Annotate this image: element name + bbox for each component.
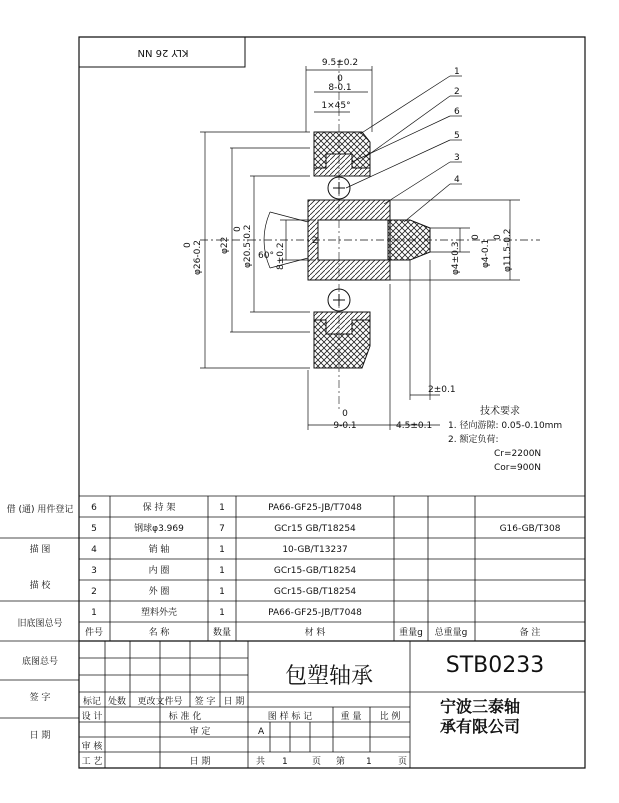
bom-row-material: PA66-GF25-JB/T7048: [268, 608, 362, 618]
bom-header-note: 备 注: [519, 628, 541, 638]
tb-craft: 工 艺: [81, 757, 103, 767]
left-label-check: 描 校: [29, 581, 51, 591]
tb-date: 日 期: [189, 757, 211, 767]
rev-col-mark: 标记: [82, 697, 102, 707]
tb-design: 设 计: [81, 712, 103, 722]
bom-row-no: 4: [91, 545, 97, 555]
tech-req-line2: 2. 额定负荷:: [448, 435, 499, 445]
bom-header-total: 总重量g: [434, 628, 468, 638]
dim-pin-d3-tol: 0: [493, 234, 503, 240]
bom-row-material: GCr15-GB/T18254: [273, 587, 357, 597]
bom-row-material: GCr15-GB/T18254: [273, 566, 357, 576]
bom-row-qty: 1: [219, 608, 225, 618]
bom-row-name: 保 持 架: [142, 503, 176, 513]
tb-sheets-val: 1: [282, 757, 288, 767]
rev-col-count: 处数: [107, 697, 127, 707]
bom-row-material: PA66-GF25-JB/T7048: [268, 503, 362, 513]
tb-std: 标 准 化: [168, 712, 202, 722]
dim-inner-width: 8-0.1: [328, 83, 352, 93]
company-line1: 宁波三泰轴: [440, 697, 521, 716]
dim-pin-d3: φ11.5-0.2: [503, 228, 513, 272]
left-label-sign: 签 字: [29, 693, 51, 703]
bom-row-qty: 1: [219, 587, 225, 597]
bom-rows: [85, 501, 561, 638]
dim-pin-d2-tol: 0: [471, 234, 481, 240]
tech-req-line3: Cr=2200N: [494, 449, 542, 459]
callout-2: 2: [454, 87, 460, 97]
dim-pin-d1: φ4±0.3: [451, 241, 461, 275]
tech-req-line1: 1. 径向游隙: 0.05-0.10mm: [448, 421, 563, 431]
dim-bottom-w1: 9-0.1: [333, 421, 357, 431]
callout-6: 6: [454, 107, 460, 117]
product-code: STB0233: [445, 653, 545, 678]
bom-header-qty: 数量: [212, 628, 232, 638]
rev-col-date: 日 期: [223, 697, 245, 707]
bom-header-material: 材 料: [304, 628, 326, 638]
dim-bottom-w2: 4.5±0.1: [396, 421, 433, 431]
tb-sheet-unit2: 页: [398, 757, 408, 767]
tb-sheet-no-val: 1: [366, 757, 372, 767]
dim-gap: 2: [312, 236, 318, 246]
tb-sheet-unit: 页: [312, 757, 322, 767]
bom-row-material: GCr15 GB/T18254: [274, 524, 356, 534]
bom-row-name: 内 圈: [148, 566, 170, 576]
bom-row-no: 1: [91, 608, 97, 618]
rev-col-sign: 签 字: [194, 697, 216, 707]
tb-weight-label: 重 量: [340, 712, 362, 722]
dim-chamfer: 1×45°: [321, 101, 351, 111]
left-label-old-no: 旧底图总号: [17, 619, 63, 629]
bom-row-note: G16-GB/T308: [499, 524, 561, 534]
bom-row-no: 5: [91, 524, 97, 534]
bom-row-qty: 7: [219, 524, 225, 534]
dim-d1: φ26-0.2: [193, 240, 203, 275]
tb-stage-label: 图 样 标 记: [267, 712, 313, 722]
dim-pin-d2: φ4-0.1: [481, 238, 491, 268]
tb-check: 审 核: [81, 742, 103, 752]
bom-row-no: 6: [91, 503, 97, 513]
bom-header-name: 名 称: [148, 628, 170, 638]
callout-4: 4: [454, 175, 460, 185]
callout-5: 5: [454, 131, 460, 141]
dim-bottom-w1-tol: 0: [342, 409, 348, 419]
bom-row-name: 钢球φ3.969: [134, 524, 184, 534]
left-top-label: 借 (通) 用件登记: [6, 505, 74, 515]
company-line2: 承有限公司: [440, 717, 521, 736]
bom-row-qty: 1: [219, 503, 225, 513]
dim-overall-width: 9.5±0.2: [321, 58, 359, 68]
dim-angle: 60°: [258, 251, 274, 261]
dim-d1-tol: 0: [183, 242, 193, 248]
tb-sheets: 共: [256, 757, 266, 767]
tb-stage-a: A: [258, 727, 265, 737]
product-name: 包塑轴承: [284, 664, 374, 689]
bom-row-no: 3: [91, 566, 97, 576]
bom-row-material: 10-GB/T13237: [282, 545, 348, 555]
bom-row-qty: 1: [219, 545, 225, 555]
tb-sheet-no: 第: [336, 757, 346, 767]
rev-col-doc: 更改文件号: [137, 697, 183, 707]
left-label-base-no: 底图总号: [21, 657, 59, 667]
left-label-draw: 描 图: [29, 545, 51, 555]
dim-d3-tol: 0: [233, 226, 243, 232]
bom-header-no: 件号: [84, 628, 104, 638]
dim-pin-ext: 2±0.1: [428, 385, 456, 395]
bom-row-name: 外 圈: [148, 587, 170, 597]
header-box-text: KLY 26 NN: [137, 47, 189, 58]
bom-header-weight: 重量g: [399, 628, 423, 638]
dim-inner-width-tol: 0: [337, 74, 343, 84]
tb-scale-label: 比 例: [379, 712, 401, 722]
dim-d2: φ22: [220, 236, 230, 254]
tb-review: 审 定: [189, 727, 211, 737]
bom-row-name: 销 轴: [148, 545, 170, 555]
left-label-date: 日 期: [29, 731, 51, 741]
dim-d3: φ20.5-0.2: [243, 224, 253, 268]
tech-req-line4: Cor=900N: [494, 463, 541, 473]
callout-1: 1: [454, 67, 460, 77]
dim-d4: 8±0.2: [276, 242, 286, 270]
callout-3: 3: [454, 153, 460, 163]
bom-row-qty: 1: [219, 566, 225, 576]
bom-row-name: 塑料外壳: [140, 608, 178, 618]
bom-row-no: 2: [91, 587, 97, 597]
tech-req-title: 技术要求: [480, 406, 520, 417]
